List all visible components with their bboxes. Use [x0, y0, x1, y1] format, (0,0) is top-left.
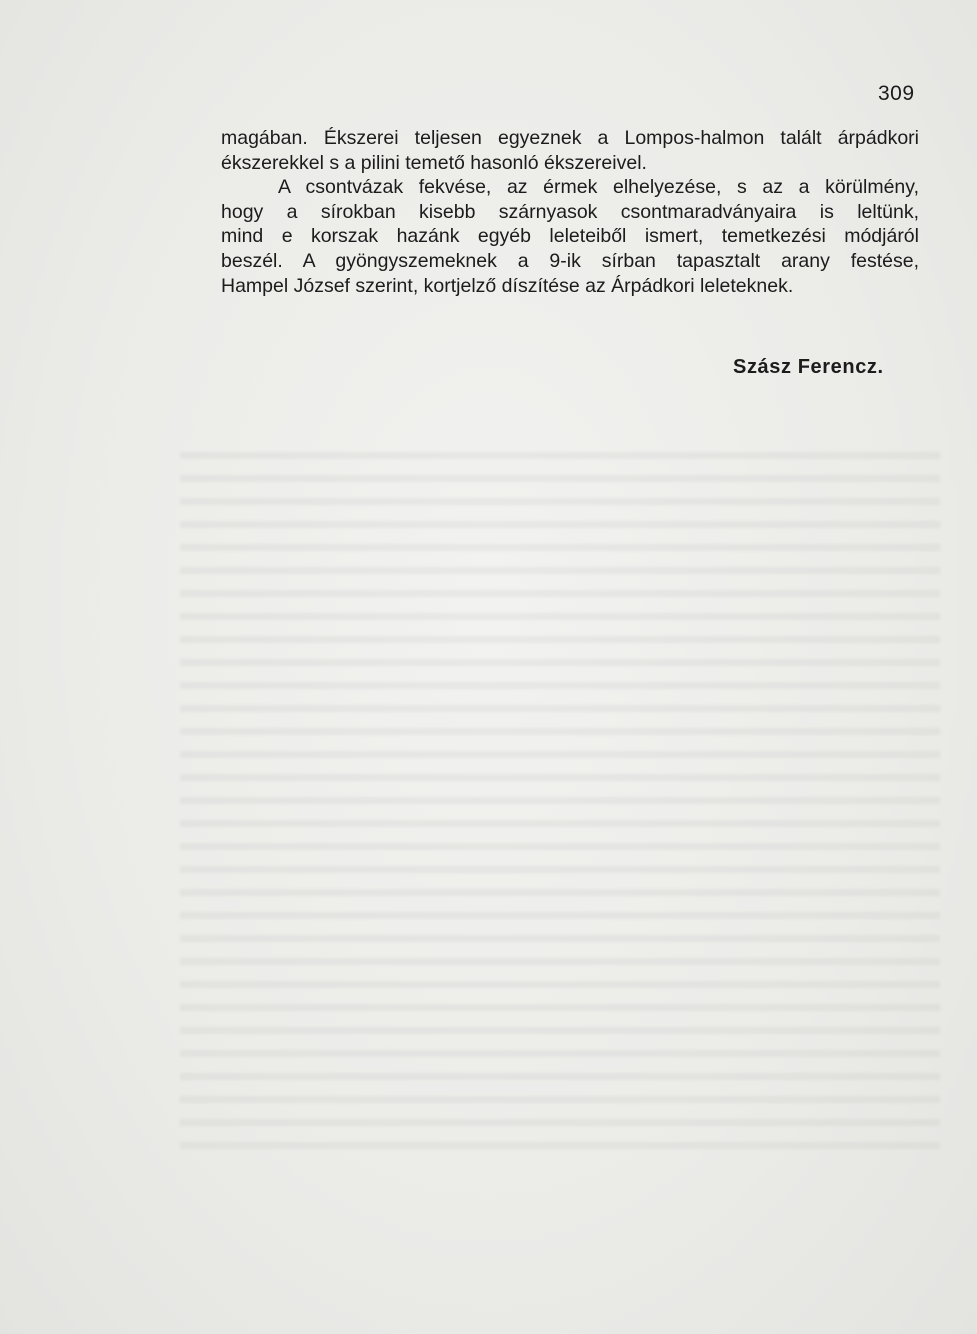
- text-line: hogy a sírokban kisebb szárnyasok csontmaradványaira is leltünk,: [221, 200, 919, 223]
- text-line: magában. Ékszerei teljesen egyeznek a Lompos-halmon talált árpádkori: [221, 127, 919, 149]
- text-line: ékszerekkel s a pilini temető hasonló ékszereivel.: [221, 151, 647, 174]
- text-line: beszél. A gyöngyszemeknek a 9-ik sírban tapasztalt arany festése,: [221, 249, 919, 272]
- bleed-through-text: [180, 440, 940, 1160]
- page-number: 309: [878, 82, 915, 105]
- article-body: [221, 126, 919, 298]
- author-signature: Szász Ferencz.: [733, 356, 884, 378]
- text-line: mind e korszak hazánk egyéb leleteiből ismert, temetkezési módjáról: [221, 225, 919, 248]
- text-line: A csontvázak fekvése, az érmek elhelyezése, s az a körülmény,: [278, 176, 919, 199]
- text-line: Hampel József szerint, kortjelző díszítése az Árpádkori leleteknek.: [221, 274, 794, 297]
